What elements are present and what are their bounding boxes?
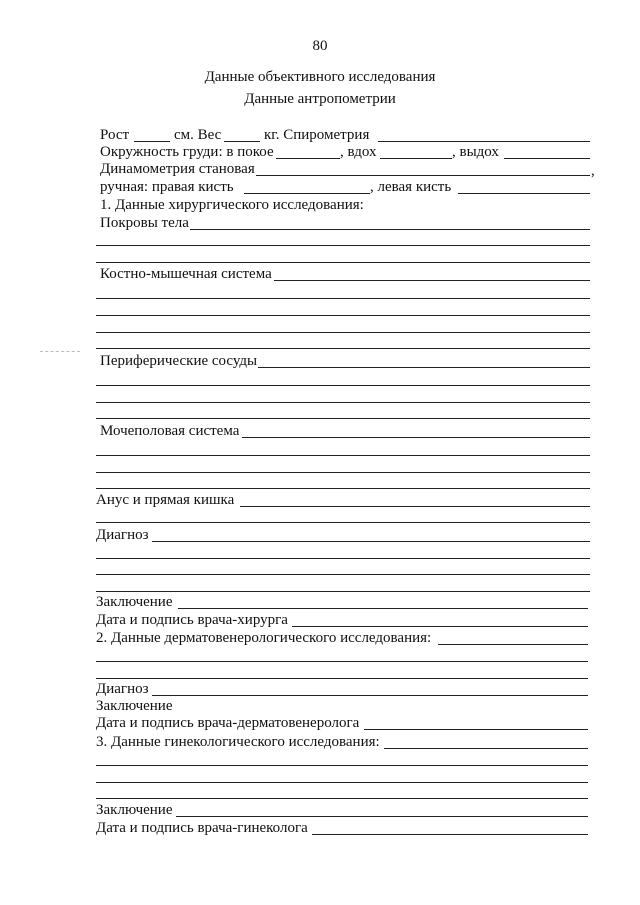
- scan-artifact-mark: [40, 351, 80, 352]
- height-field[interactable]: [134, 141, 170, 142]
- urogenital-field-line[interactable]: [96, 472, 590, 473]
- surgical-heading: 1. Данные хирургического исследования:: [100, 197, 364, 213]
- gynecology-field-line[interactable]: [96, 782, 588, 783]
- surgical-diagnosis-field-line[interactable]: [96, 574, 590, 575]
- gynecology-field[interactable]: [384, 748, 588, 749]
- peripheral-vessels-field-line[interactable]: [96, 402, 590, 403]
- manual-left-label: , левая кисть: [370, 179, 452, 195]
- gynecology-heading: 3. Данные гинекологического исследования:: [96, 734, 380, 750]
- manual-right-label: ручная: правая кисть: [100, 179, 234, 195]
- weight-label: см. Вес: [174, 127, 222, 143]
- anus-rectum-label: Анус и прямая кишка: [96, 492, 235, 508]
- spirometry-field[interactable]: [378, 141, 590, 142]
- dermatology-diagnosis-label: Диагноз: [96, 681, 149, 697]
- anus-rectum-field-line[interactable]: [96, 522, 590, 523]
- urogenital-field-line[interactable]: [96, 488, 590, 489]
- musculoskeletal-field-line[interactable]: [96, 332, 590, 333]
- dermatologist-signature-field[interactable]: [364, 729, 588, 730]
- chest-rest-label: Окружность груди: в покое: [100, 144, 274, 160]
- surgical-diagnosis-field-line[interactable]: [96, 591, 590, 592]
- gynecology-conclusion-field[interactable]: [176, 816, 588, 817]
- surgical-conclusion-label: Заключение: [96, 594, 173, 610]
- anus-rectum-field[interactable]: [240, 506, 590, 507]
- skin-field-line[interactable]: [96, 245, 590, 246]
- dermatology-heading: 2. Данные дерматовенерологического исследования:: [96, 630, 432, 646]
- section-title-anthropometry: Данные антропометрии: [244, 91, 396, 107]
- height-label: Рост: [100, 127, 130, 143]
- urogenital-field-line[interactable]: [96, 455, 590, 456]
- dermatology-field-line[interactable]: [96, 661, 588, 662]
- gynecology-field-line[interactable]: [96, 798, 588, 799]
- chest-rest-field[interactable]: [276, 158, 340, 159]
- surgeon-signature-field[interactable]: [292, 626, 588, 627]
- musculoskeletal-field[interactable]: [274, 280, 590, 281]
- page-number: 80: [312, 38, 328, 54]
- musculoskeletal-field-line[interactable]: [96, 315, 590, 316]
- surgical-conclusion-field[interactable]: [178, 608, 588, 609]
- dyn-standing-comma: ,: [591, 163, 595, 179]
- chest-exhale-label: , выдох: [452, 144, 499, 160]
- spirometry-label: кг. Спирометрия: [264, 127, 370, 143]
- surgical-diagnosis-label: Диагноз: [96, 527, 149, 543]
- weight-field[interactable]: [224, 141, 260, 142]
- urogenital-field[interactable]: [242, 437, 590, 438]
- surgeon-signature-label: Дата и подпись врача-хирурга: [96, 612, 288, 628]
- dermatology-field[interactable]: [438, 644, 588, 645]
- surgical-diagnosis-field-line[interactable]: [96, 558, 590, 559]
- dermatology-conclusion-label: Заключение: [96, 698, 173, 714]
- skin-field-line[interactable]: [96, 262, 590, 263]
- dyn-standing-label: Динамометрия становая: [100, 161, 255, 177]
- gynecologist-signature-field[interactable]: [312, 834, 588, 835]
- skin-field[interactable]: [190, 229, 590, 230]
- manual-left-field[interactable]: [458, 193, 590, 194]
- musculoskeletal-field-line[interactable]: [96, 298, 590, 299]
- dermatology-diagnosis-field[interactable]: [152, 695, 588, 696]
- chest-exhale-field[interactable]: [504, 158, 590, 159]
- musculoskeletal-label: Костно-мышечная система: [100, 266, 272, 282]
- manual-right-field[interactable]: [244, 193, 370, 194]
- dermatologist-signature-label: Дата и подпись врача-дерматовенеролога: [96, 715, 360, 731]
- musculoskeletal-field-line[interactable]: [96, 348, 590, 349]
- gynecology-conclusion-label: Заключение: [96, 802, 173, 818]
- peripheral-vessels-field-line[interactable]: [96, 385, 590, 386]
- document-title: Данные объективного исследования: [204, 69, 436, 85]
- skin-label: Покровы тела: [100, 215, 189, 231]
- gynecology-field-line[interactable]: [96, 765, 588, 766]
- chest-inhale-field[interactable]: [380, 158, 452, 159]
- urogenital-label: Мочеполовая система: [100, 423, 240, 439]
- peripheral-vessels-field-line[interactable]: [96, 418, 590, 419]
- peripheral-vessels-field[interactable]: [258, 367, 590, 368]
- peripheral-vessels-label: Периферические сосуды: [100, 353, 258, 369]
- dyn-standing-field[interactable]: [256, 175, 590, 176]
- gynecologist-signature-label: Дата и подпись врача-гинеколога: [96, 820, 308, 836]
- surgical-diagnosis-field[interactable]: [152, 541, 590, 542]
- chest-inhale-label: , вдох: [340, 144, 377, 160]
- dermatology-field-line[interactable]: [96, 678, 588, 679]
